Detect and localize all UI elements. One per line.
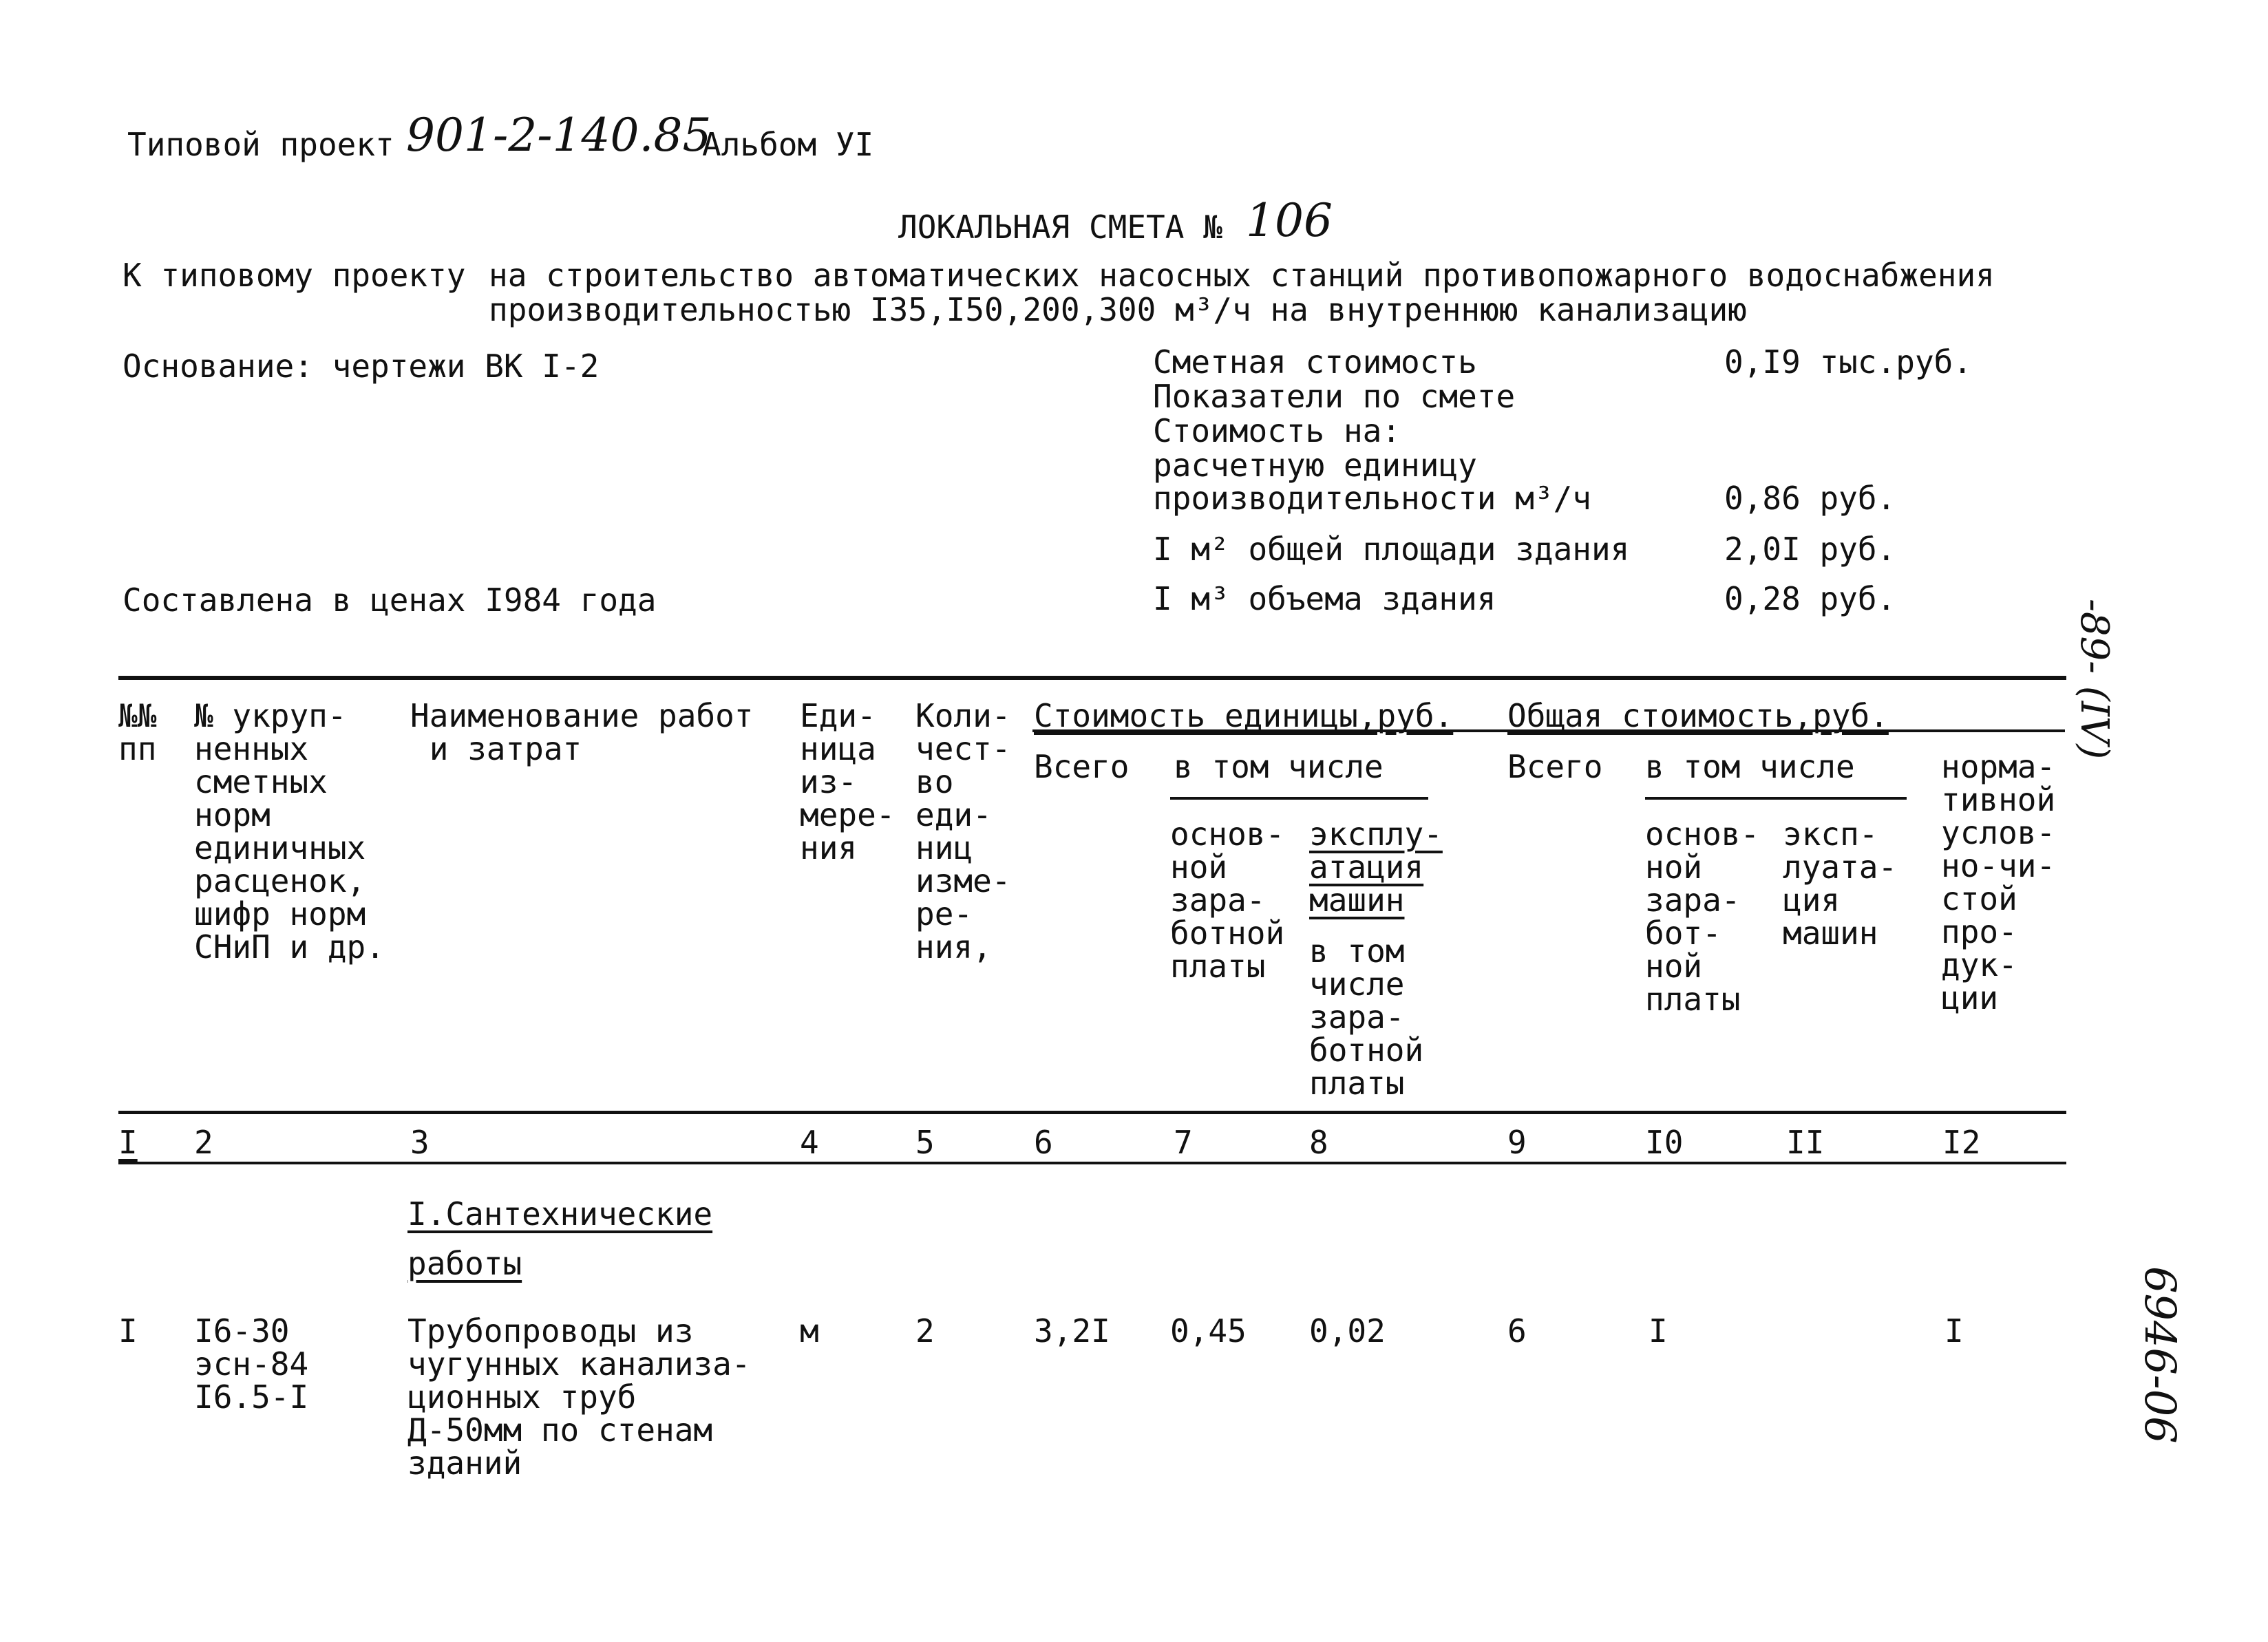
- document-code: 6946-06: [2135, 1266, 2185, 1444]
- incl-rule-2: [1645, 797, 1907, 800]
- col-number-10: I0: [1645, 1124, 1684, 1161]
- column-numbers-rule: [118, 1162, 2066, 1164]
- header-col-2: № укруп- ненных сметных норм единичных расценок, шифр норм СНиП и др.: [194, 697, 385, 966]
- unit-label-1: расчетную единицу: [1153, 447, 1477, 484]
- album-label: Альбом УI: [702, 126, 874, 163]
- header-incl-2: в том числе: [1645, 748, 1855, 785]
- subject-line-2: производительностью I35,I50,200,300 м³/ч на внутреннюю канализацию: [489, 291, 1747, 328]
- header-col-4: Еди- ница из- мере- ния: [800, 697, 895, 866]
- estimate-number-handwritten: 106: [1246, 194, 1333, 247]
- col-number-12: I2: [1942, 1124, 1981, 1161]
- row-total-wage: I: [1649, 1312, 1668, 1350]
- indicators-label: Показатели по смете: [1153, 378, 1516, 415]
- header-col-12: норма- тивной услов- но-чи- стой про- дук- ции: [1941, 748, 2056, 1016]
- header-col-1: №№ пп: [118, 697, 157, 767]
- row-code: I6-30 эсн-84 I6.5-I: [194, 1312, 309, 1416]
- row-name: Трубопроводы из чугунных канализа- ционных труб Д-50мм по стенам зданий: [407, 1312, 751, 1482]
- volume-label: I м³ объема здания: [1153, 580, 1496, 617]
- col-number-5: 5: [915, 1124, 935, 1161]
- area-value: 2,0I руб.: [1724, 531, 1896, 568]
- section-title: I.Сантехнические: [407, 1195, 713, 1233]
- header-col-6: Всего: [1034, 748, 1130, 785]
- unit-label-2: производительности м³/ч: [1153, 480, 1591, 517]
- header-col-8b: в том числе зара- ботной платы: [1309, 932, 1424, 1102]
- header-col-9: Всего: [1507, 748, 1603, 785]
- page-mark: -89- (IV): [2072, 599, 2117, 760]
- project-code-handwritten: 901-2-140.85: [406, 109, 712, 162]
- header-col-11: эксп- луата- ция машин: [1783, 815, 1898, 952]
- incl-rule-1: [1170, 797, 1428, 800]
- col-number-2: 2: [194, 1124, 213, 1161]
- row-unit: м: [800, 1312, 819, 1350]
- estimate-title: ЛОКАЛЬНАЯ СМЕТА №: [898, 209, 1222, 246]
- prices-year: Составлена в ценах I984 года: [123, 582, 657, 619]
- table-top-rule: [118, 676, 2066, 680]
- header-bottom-rule: [118, 1111, 2066, 1114]
- col-number-6: 6: [1034, 1124, 1053, 1161]
- row-unit-wage: 0,45: [1170, 1312, 1247, 1350]
- unit-value: 0,86 руб.: [1724, 480, 1896, 517]
- col-number-7: 7: [1174, 1124, 1193, 1161]
- col-number-8: 8: [1309, 1124, 1328, 1161]
- header-total-cost: Общая стоимость,руб.: [1507, 697, 1889, 734]
- estimated-cost-label: Сметная стоимость: [1153, 343, 1477, 381]
- header-col-3: Наименование работ и затрат: [410, 697, 754, 767]
- col-number-1: I: [118, 1124, 138, 1161]
- col-number-4: 4: [800, 1124, 819, 1161]
- row-number: I: [118, 1312, 138, 1350]
- header-col-10: основ- ной зара- бот- ной платы: [1645, 815, 1760, 1018]
- cost-per-label: Стоимость на:: [1153, 412, 1401, 449]
- col-number-11: II: [1786, 1124, 1825, 1161]
- row-unit-total: 3,2I: [1034, 1312, 1110, 1350]
- header-col-5: Коли- чест- во еди- ниц изме- ре- ния,: [915, 697, 1011, 966]
- project-label: Типовой проект: [127, 126, 394, 163]
- header-col-8a: эксплу- атация машин: [1309, 815, 1443, 919]
- subject-line-1: на строительство автоматических насосных станций противопожарного водоснабжения: [489, 257, 1995, 294]
- header-col-7: основ- ной зара- ботной платы: [1170, 815, 1285, 985]
- volume-value: 0,28 руб.: [1724, 580, 1896, 617]
- section-title-2: работы: [407, 1245, 522, 1282]
- col-number-9: 9: [1507, 1124, 1527, 1161]
- row-unit-machines-wage: 0,02: [1309, 1312, 1386, 1350]
- basis: Основание: чертежи ВК I-2: [123, 348, 600, 385]
- subject-prefix: К типовому проекту: [123, 257, 466, 294]
- row-net-products: I: [1944, 1312, 1964, 1350]
- area-label: I м² общей площади здания: [1153, 531, 1630, 568]
- row-qty: 2: [915, 1312, 935, 1350]
- header-unit-cost: Стоимость единицы,руб.: [1034, 697, 1454, 734]
- col-number-3: 3: [410, 1124, 430, 1161]
- estimated-cost-value: 0,I9 тыс.руб.: [1724, 343, 1973, 381]
- header-incl-1: в том числе: [1174, 748, 1384, 785]
- row-total: 6: [1507, 1312, 1527, 1350]
